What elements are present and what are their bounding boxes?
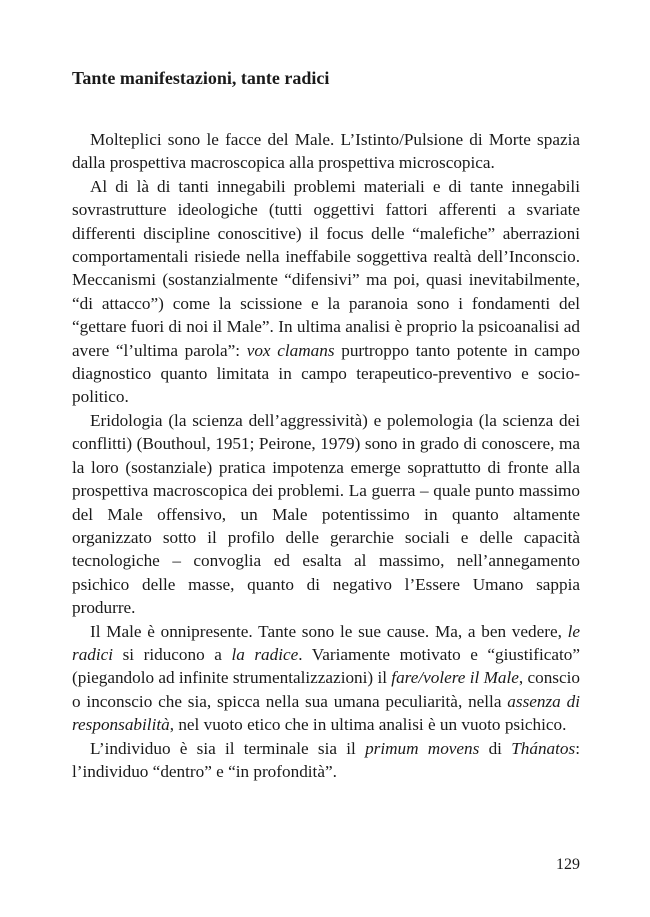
text-run: Al di là di tanti innegabili problemi materiali e di tante innegabili sovrastrutture ideologiche (tutti oggettivi fattori afferenti a svariate differenti discipline conoscitive) il focus delle “malefiche” aberrazioni comportamentali risiede nella ineffabile soggettiva realtà dell’Inconscio. Meccanismi (sostanzialmente “difensivi” ma poi, quasi inevitabilmente, “di attacco”) come la scissione e la paranoia sono i fondamenti del “gettare fuori di noi il Male”. In ultima analisi è proprio la psicoanalisi ad avere “l’ultima parola”:	[72, 176, 580, 360]
italic-text-run: Thánatos	[511, 738, 576, 758]
text-run: di	[479, 738, 512, 758]
italic-text-run: la radice	[231, 644, 299, 664]
italic-text-run: fare/volere il Male	[391, 668, 519, 688]
text-run: Il Male è onnipresente. Tante sono le sue cause. Ma, a ben vedere,	[90, 621, 568, 641]
paragraph	[72, 128, 580, 175]
text-run: purtroppo tanto potente in campo diagnostico quanto limitata in campo terapeutico-preventivo e socio-politico.	[72, 340, 580, 407]
text-run: : l’individuo “dentro” e “in profondità”.	[72, 738, 580, 781]
paragraph	[72, 175, 580, 409]
text-run: Eridologia (la scienza dell’aggressività) e polemologia (la scienza dei conflitti) (Bouthoul, 1951; Peirone, 1979) sono in grado di conoscere, ma la loro (sostanziale) pratica impotenza emerge soprattutto di fronte alla prospettiva macroscopica dei problemi. La guerra – quale punto massimo del Male offensivo, un Male potentissimo in quanto altamente organizzato sotto il profilo delle gerarchie sociali e delle capacità tecnologiche – convoglia ed esalta al massimo, nell’annegamento psichico delle masse, quanto di negativo l’Essere Umano sappia produrre.	[72, 410, 580, 618]
italic-text-run: le radici	[72, 621, 580, 664]
paragraph	[72, 620, 580, 737]
book-page	[72, 0, 580, 917]
italic-text-run: vox clamans	[246, 340, 335, 360]
text-run: Molteplici sono le facce del Male. L’Istinto/Pulsione di Morte spazia dalla prospettiva macroscopica alla prospettiva microscopica.	[72, 130, 580, 173]
paragraph	[72, 737, 580, 784]
page-number: 129	[556, 856, 580, 873]
text-run: L’individuo è sia il terminale sia il	[90, 738, 366, 758]
text-run: si riducono a	[113, 644, 232, 664]
text-run: , nel vuoto etico che in ultima analisi è un vuoto psichico.	[169, 715, 567, 735]
text-run: , conscio o inconscio che sia, spicca nella sua umana peculiarità, nella	[72, 668, 580, 711]
section-title: Tante manifestazioni, tante radici	[72, 68, 330, 88]
italic-text-run: assenza di responsabilità	[72, 691, 580, 735]
text-run: . Variamente motivato e “giustificato” (piegandolo ad infinite strumentalizzazioni) il	[72, 644, 580, 688]
body-text	[72, 128, 580, 783]
italic-text-run: primum movens	[365, 738, 480, 758]
paragraph	[72, 409, 580, 620]
